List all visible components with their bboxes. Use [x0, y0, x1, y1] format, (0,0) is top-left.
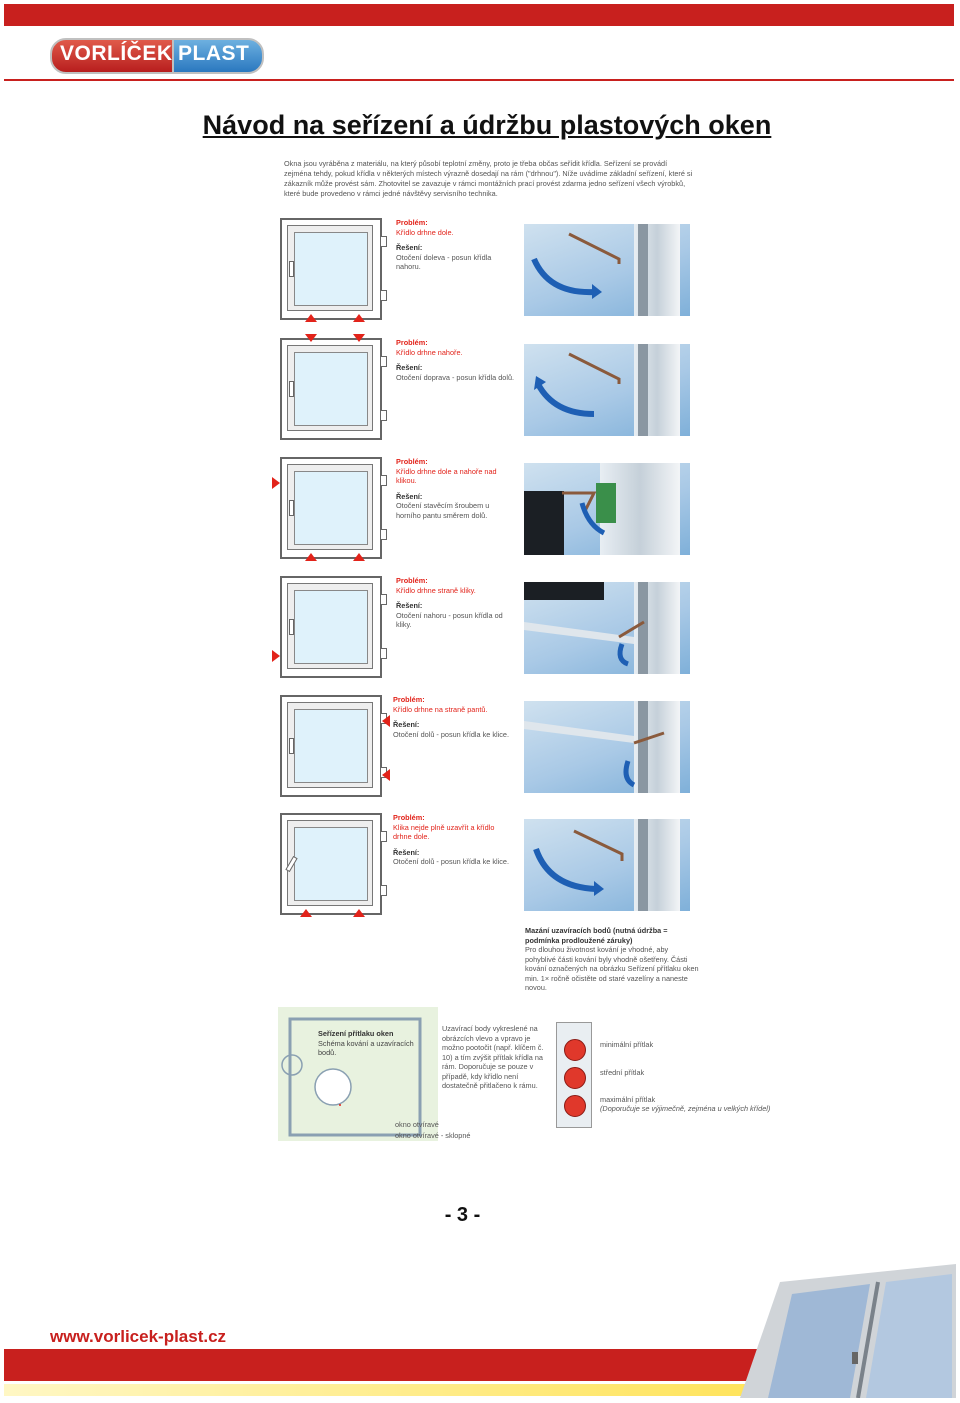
solution-text: Otočení nahoru - posun křídla od kliky.	[396, 610, 503, 629]
footer-red-bar	[4, 1349, 764, 1381]
solution-text: Otočení doprava - posun křídla dolů.	[396, 372, 515, 382]
row-description	[396, 576, 516, 630]
window-handle	[289, 738, 294, 754]
page-title: Návod na seřízení a údržbu plastových oken	[202, 110, 772, 140]
adjust-arrow-icon	[524, 819, 690, 911]
arrow-left-icon	[382, 715, 390, 727]
problem-label: Problém:	[393, 813, 425, 822]
row-description	[396, 338, 516, 382]
maintenance-heading: Mazání uzavíracích bodů (nutná údržba = podmínka prodloužené záruky)	[525, 926, 668, 945]
adjust-arrow-icon	[524, 701, 690, 793]
legend-open: okno otvíravé	[395, 1120, 439, 1129]
pressure-level-max-label: maximální přítlak	[600, 1095, 656, 1104]
hinge-photo	[524, 463, 690, 555]
top-brand-bar	[4, 4, 954, 26]
arrow-up-icon	[300, 909, 312, 917]
window-handle	[289, 381, 294, 397]
arrow-down-icon	[305, 334, 317, 342]
footer-yellow-bar	[4, 1384, 764, 1396]
window-handle	[289, 619, 294, 635]
row-description	[393, 695, 513, 739]
logo-text-plast: PLAST	[178, 42, 250, 65]
diagram-heading: Seřízení přítlaku oken	[318, 1029, 394, 1038]
solution-label: Řešení:	[396, 243, 423, 252]
row-description	[396, 457, 516, 520]
diagram-caption	[318, 1029, 418, 1058]
window-handle	[289, 261, 294, 277]
problem-text: Křídlo drhne na straně pantů.	[393, 704, 488, 714]
problem-text: Křídlo drhne straně kliky.	[396, 585, 476, 595]
solution-text: Otočení dolů - posun křídla ke klice.	[393, 857, 509, 866]
page-number: - 3 -	[444, 1204, 481, 1226]
adjust-arrow-icon	[524, 344, 690, 436]
arrow-up-icon	[353, 314, 365, 322]
problem-text: Křídlo drhne dole.	[396, 227, 454, 237]
row-description	[393, 813, 513, 867]
closing-point-max-icon	[564, 1095, 586, 1117]
hinge-photo	[524, 224, 690, 316]
window-diagram	[280, 695, 382, 797]
adjustment-row-4	[276, 576, 696, 686]
header-divider	[4, 79, 954, 81]
adjustment-row-1	[276, 218, 696, 328]
problem-label: Problém:	[396, 218, 428, 227]
window-diagram	[280, 218, 382, 320]
pressure-level-max-note: (Doporučuje se výjimečně, zejména u velkých křídel)	[600, 1104, 771, 1113]
window-diagram	[280, 457, 382, 559]
solution-text: Otočení doleva - posun křídla nahoru.	[396, 252, 492, 271]
solution-text: Otočení dolů - posun křídla ke klice.	[393, 729, 509, 739]
arrow-right-icon	[272, 477, 280, 489]
hinge-photo	[524, 819, 690, 911]
logo-text-vorlicek: VORLÍČEK	[60, 42, 173, 65]
arrow-up-icon	[353, 553, 365, 561]
intro-paragraph: Okna jsou vyráběna z materiálu, na který působí teplotní změny, proto je třeba občas seřídit křídla. Seřízení se provádí zejména tehdy, pokud křídla v některých místech výrazně dosedají na rám ("drhnou"). Níže uvádíme základní seřízení, které si zákazník může provést sám. Zhotovitel se zavazuje v rámci montážních prací provést zdarma jedno seřízení všech výrobků, které bude provedeno v rámci jedné návštěvy servisního technika.	[284, 159, 693, 198]
adjust-arrow-icon	[524, 582, 690, 674]
closing-point-strip	[556, 1022, 592, 1128]
adjustment-row-2	[276, 338, 696, 448]
legend-tilt: okno otvíravé - sklopné	[395, 1131, 471, 1140]
footer-url-link[interactable]: www.vorlicek-plast.cz	[50, 1327, 227, 1346]
maintenance-text: Pro dlouhou životnost kování je vhodné, aby pohyblivé části kování byly vhodně ošetřeny. Části kování označených na obrázku Seřízení přítlaku oken min. 1× ročně očistěte od staré vazelíny a naneste novou.	[525, 945, 699, 992]
adjustment-row-3	[276, 457, 696, 567]
hinge-photo	[524, 344, 690, 436]
window-diagram	[280, 813, 382, 915]
arrow-right-icon	[272, 650, 280, 662]
problem-label: Problém:	[396, 338, 428, 347]
solution-label: Řešení:	[396, 601, 423, 610]
arrow-down-icon	[353, 334, 365, 342]
company-logo	[50, 38, 262, 72]
solution-label: Řešení:	[393, 847, 420, 857]
problem-label: Problém:	[396, 457, 428, 466]
arrow-left-icon	[382, 769, 390, 781]
diagram-legend	[395, 1119, 470, 1141]
adjust-arrow-icon	[524, 224, 690, 316]
adjustment-row-6	[276, 813, 696, 923]
closing-points-text: Uzavírací body vykreslené na obrázcích vlevo a vpravo je možno pootočit (např. klíčem č. 10) a tím zvýšit přítlak křídla na rám. Doporučuje se pouze v případě, kdy křídlo není dostatečně přitlačeno k rámu.	[442, 1024, 544, 1090]
pressure-level-min: minimální přítlak	[600, 1040, 654, 1049]
pressure-level-mid: střední přítlak	[600, 1068, 645, 1077]
arrow-up-icon	[305, 314, 317, 322]
solution-label: Řešení:	[396, 363, 423, 372]
adjustment-row-5	[276, 695, 696, 805]
arrow-up-icon	[305, 553, 317, 561]
problem-text: Křídlo drhne dole a nahoře nad klikou.	[396, 466, 497, 485]
pressure-level-max	[600, 1095, 770, 1113]
closing-point-min-icon	[564, 1039, 586, 1061]
maintenance-note	[525, 926, 700, 993]
hinge-photo	[524, 582, 690, 674]
window-handle	[289, 500, 294, 516]
arrow-up-icon	[353, 909, 365, 917]
problem-text: Křídlo drhne nahoře.	[396, 347, 463, 357]
hinge-photo	[524, 701, 690, 793]
diagram-text: Schéma kování a uzavíracích bodů.	[318, 1038, 414, 1057]
problem-label: Problém:	[393, 695, 425, 704]
solution-label: Řešení:	[396, 491, 423, 501]
window-diagram	[280, 338, 382, 440]
row-description	[396, 218, 516, 272]
solution-text: Otočení stavěcím šroubem u horního pantu směrem dolů.	[396, 501, 490, 520]
closing-point-mid-icon	[564, 1067, 586, 1089]
window-diagram	[280, 576, 382, 678]
adjust-arrow-icon	[524, 463, 690, 555]
problem-label: Problém:	[396, 576, 428, 585]
footer-window-graphic	[740, 1262, 956, 1398]
solution-label: Řešení:	[393, 720, 420, 729]
problem-text: Klika nejde plně uzavřít a křídlo drhne dole.	[393, 822, 495, 841]
